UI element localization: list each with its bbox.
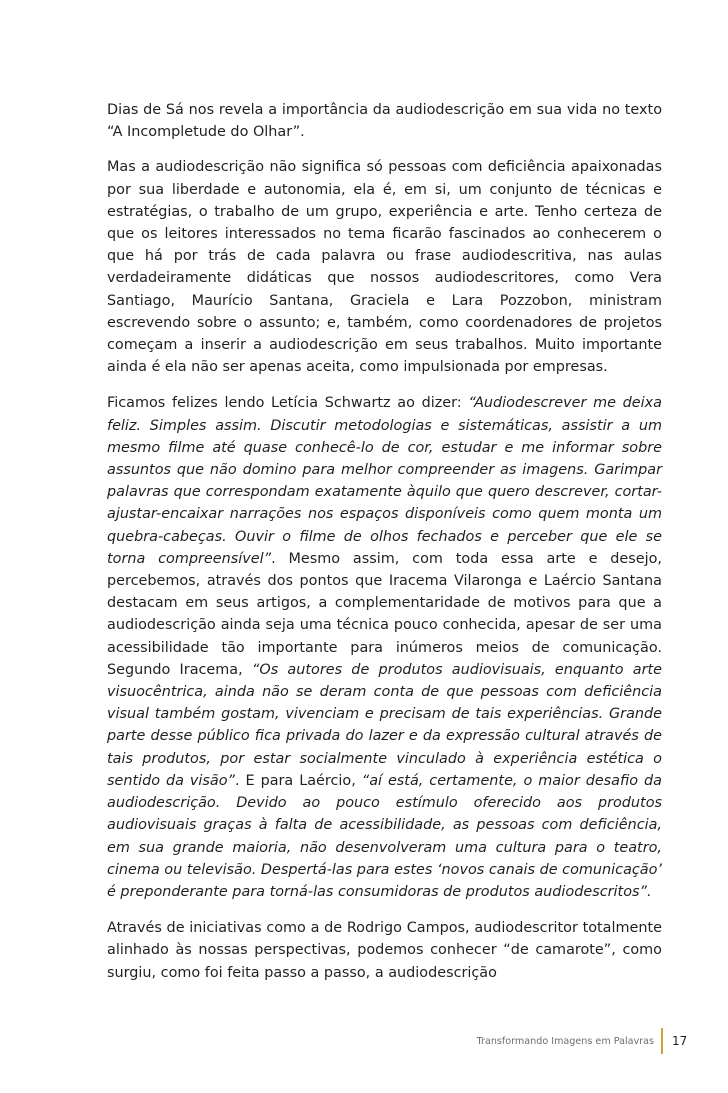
page-body xyxy=(107,99,662,998)
footer-divider xyxy=(661,1028,663,1054)
quote-iracema: “Os autores de produtos audiovisuais, enquanto arte visuocêntrica, ainda não se deram conta de que pessoas com deficiência visual também gostam, vivenciam e precisam de tais experiências. Grande parte desse público fica privada do lazer e da expressão cultural através de tais produtos, por estar socialmente vinculado à experiência estética o sentido da visão” xyxy=(107,661,663,789)
quote-laercio: “aí está, certamente, o maior desafio da audiodescrição. Devido ao pouco estímulo oferecido aos produtos audiovisuais graças à falta de acessibilidade, as pessoas com deficiência, em sua grande maioria, não desenvolveram uma cultura para o teatro, cinema ou televisão. Despertá-las para estes ‘novos canais de comunicação’ é preponderante para torná-las consumidoras de produtos audiodescritos”. xyxy=(107,772,663,900)
paragraph-3 xyxy=(107,392,662,903)
quote-leticia-schwartz: “Audiodescrever me deixa feliz. Simples assim. Discutir metodologias e sistemáticas, assistir a um mesmo filme até quase conhecê-lo de cor, estudar e me informar sobre assuntos que não domino para melhor compreender as imagens. Garimpar palavras que correspondam exatamente àquilo que quero descrever, cortar-ajustar-encaixar narrações nos espaços disponíveis como quem monta um quebra-cabeças. Ouvir o filme de olhos fechados e perceber que ele se torna compreensível” xyxy=(107,395,662,567)
paragraph-4 xyxy=(107,917,662,984)
paragraph-2-run-1: Mas a audiodescrição não significa só pessoas com deficiência apaixonadas por sua liberdade e autonomia, ela é, em si, um conjunto de técnicas e estratégias, o trabalho de um grupo, experiência e arte. Tenho certeza de que os leitores interessados no tema ficarão fascinados ao conhecerem o que há por trás de cada palavra ou frase audiodescritiva, nas aulas verdadeiramente didáticas que nossos audiodescritores, como Vera Santiago, Maurício Santana, Graciela e Lara Pozzobon, ministram escrevendo sobre o assunto; e, também, como coordenadores de projetos começam a inserir a audiodescrição em seus trabalhos. Muito importante ainda é ela não ser apenas aceita, como impulsionada por empresas. xyxy=(107,159,662,376)
paragraph-3-run-1: Ficamos felizes lendo Letícia Schwartz ao dizer: xyxy=(107,395,469,412)
paragraph-1-run-1: Dias de Sá nos revela a importância da audiodescrição em sua vida no texto “A Incompletude do Olhar”. xyxy=(107,102,662,141)
page-number: 17 xyxy=(672,1034,688,1048)
footer-book-title: Transformando Imagens em Palavras xyxy=(476,1036,654,1047)
paragraph-1 xyxy=(107,99,662,143)
paragraph-3-run-5: . E para Laércio, xyxy=(235,772,362,789)
paragraph-3-run-3: . Mesmo assim, com toda essa arte e desejo, percebemos, através dos pontos que Iracema Vilaronga e Laércio Santana destacam em seus artigos, a complementaridade de motivos para que a audiodescrição ainda seja uma técnica pouco conhecida, apesar de ser uma acessibilidade tão importante para inúmeros meios de comunicação. Segundo Iracema, xyxy=(107,550,662,678)
paragraph-4-run-1: Através de iniciativas como a de Rodrigo Campos, audiodescritor totalmente alinhado às nossas perspectivas, podemos conhecer “de camarote”, como surgiu, como foi feita passo a passo, a audiodescrição xyxy=(107,920,662,981)
paragraph-2 xyxy=(107,156,662,378)
